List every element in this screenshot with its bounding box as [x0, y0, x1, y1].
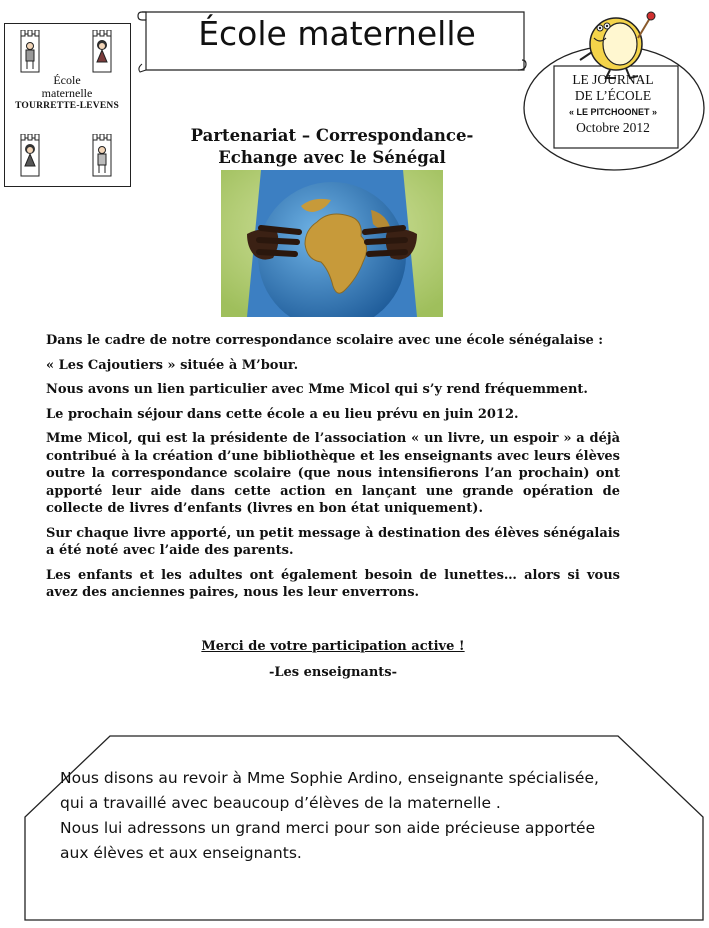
article-paragraph: « Les Cajoutiers » située à M’bour. — [46, 357, 299, 373]
farewell-line-4: aux élèves et aux enseignants. — [60, 844, 302, 862]
farewell-message — [60, 766, 660, 866]
signature: -Les enseignants- — [268, 665, 398, 680]
farewell-line-3: Nous lui adressons un grand merci pour son aide précieuse apportée — [60, 819, 596, 837]
journal-date: Octobre 2012 — [576, 120, 650, 135]
article-paragraph: Dans le cadre de notre correspondance scolaire avec une école sénégalaise : — [46, 333, 604, 348]
journal-line-1: LE JOURNAL — [572, 72, 654, 87]
article-paragraph: Mme Micol, qui est la présidente de l’association « un livre, un espoir » a déjà contribué à la création d’une bibliothèque et les enseignants avec leurs élèves outre la correspondance scolaire (que nous intensifierons l’an prochain) ont apporté leur aide dans cette action en lançant une grande opération de collecte de livres d’enfants (livres en bon état uniquement). — [46, 431, 620, 516]
article-body — [46, 332, 620, 609]
castle-tower-icon — [87, 30, 117, 74]
castle-tower-icon — [87, 134, 117, 178]
farewell-line-2: qui a travaillé avec beaucoup d’élèves de la maternelle . — [60, 794, 501, 812]
headline-line-1: Partenariat – Correspondance- — [190, 126, 474, 145]
journal-line-2: DE L’ÉCOLE — [574, 88, 652, 103]
drum-mascot-icon — [574, 8, 658, 80]
thanks-block — [46, 638, 620, 682]
headline-line-2: Echange avec le Sénégal — [218, 148, 446, 167]
article-paragraph: Les enfants et les adultes ont également besoin de lunettes… alors si vous avez des anciennes paires, nous les leur enverrons. — [46, 567, 620, 600]
globe-in-hands-photo — [221, 170, 443, 317]
castle-tower-icon — [15, 134, 45, 178]
logo-line-1: École — [53, 73, 81, 87]
logo-text — [11, 74, 123, 113]
farewell-line-1: Nous disons au revoir à Mme Sophie Ardino, enseignante spécialisée, — [60, 769, 599, 787]
castle-tower-icon — [15, 30, 45, 74]
logo-line-3: TOURRETTE-LEVENS — [15, 101, 119, 111]
journal-line-3: « LE PITCHOONET » — [568, 107, 657, 117]
school-logo — [4, 23, 131, 187]
journal-label — [557, 72, 669, 136]
thanks-message: Merci de votre participation active ! — [201, 639, 465, 654]
article-paragraph: Le prochain séjour dans cette école a eu lieu prévu en juin 2012. — [46, 406, 519, 422]
article-paragraph: Nous avons un lien particulier avec Mme Micol qui s’y rend fréquemment. — [46, 382, 588, 397]
article-headline — [160, 125, 504, 169]
banner-title: École maternelle — [198, 14, 476, 53]
logo-line-2: maternelle — [41, 86, 93, 100]
article-paragraph: Sur chaque livre apporté, un petit message à destination des élèves sénégalais a été noté avec l’aide des parents. — [46, 525, 620, 558]
